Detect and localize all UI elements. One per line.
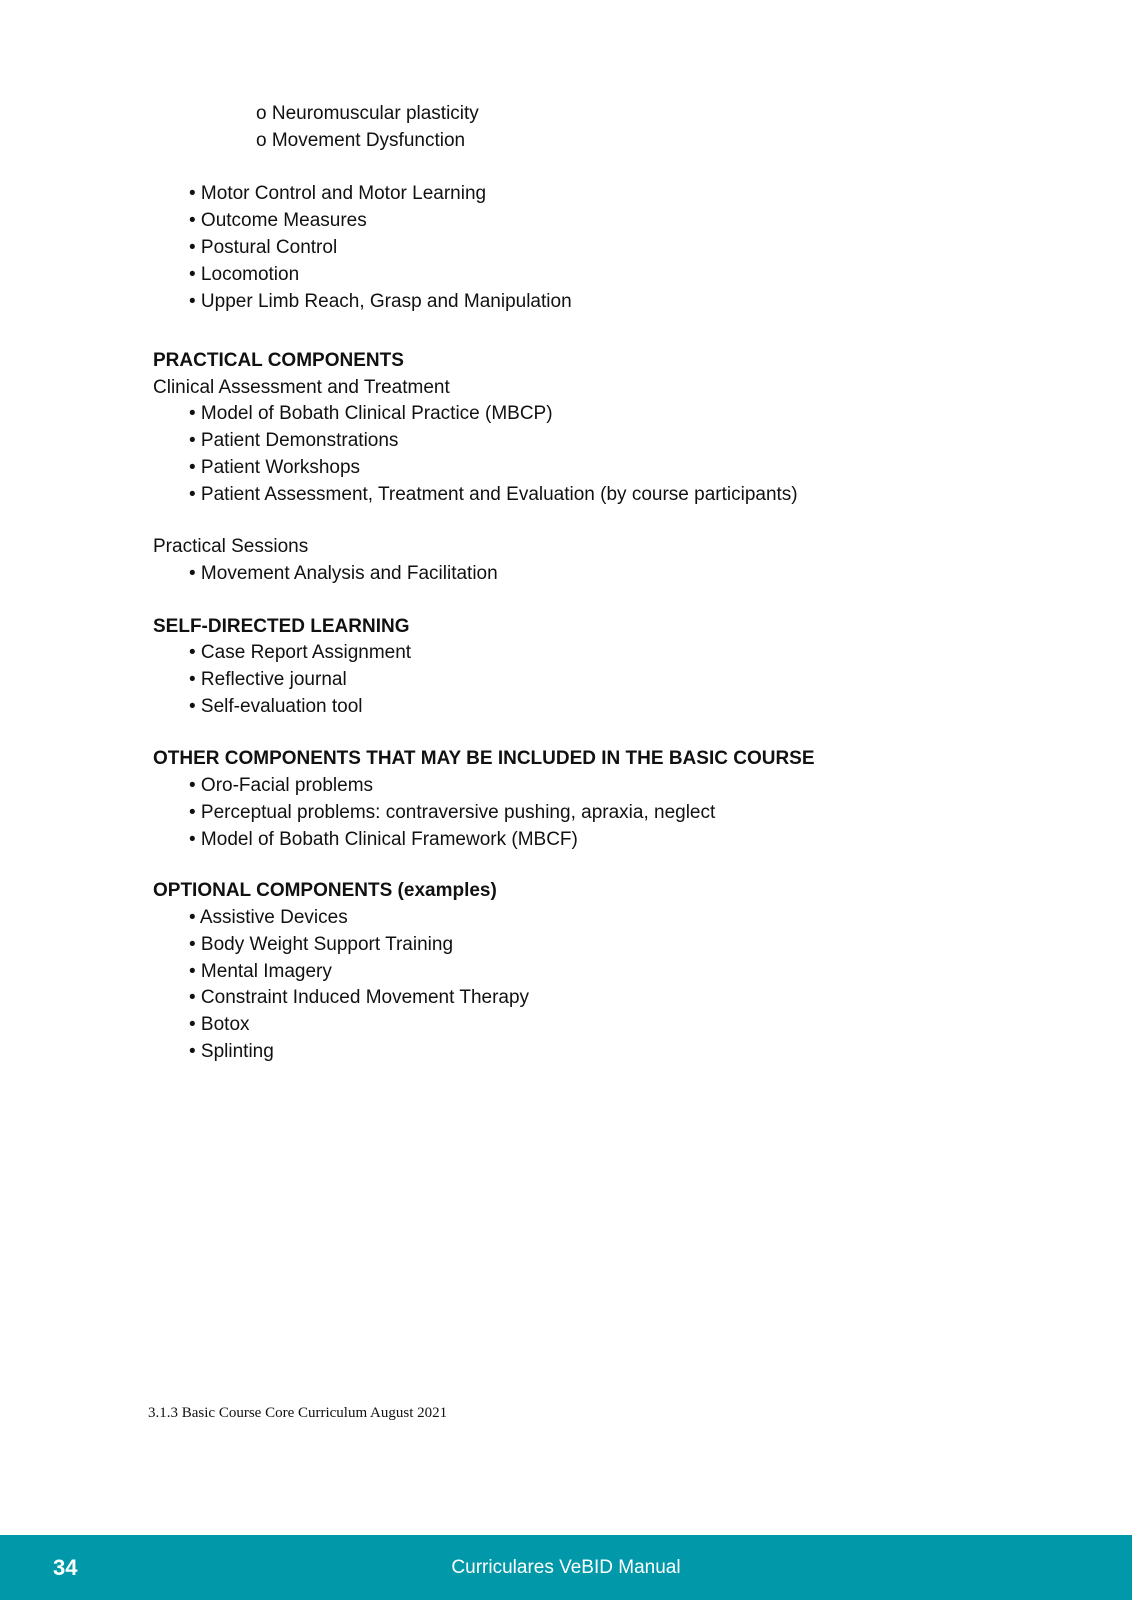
footer-bar — [0, 1535, 1132, 1600]
subsection-label-clinical: Clinical Assessment and Treatment — [153, 377, 450, 398]
list-item: • Case Report Assignment — [189, 642, 412, 663]
list-item: • Reflective journal — [189, 669, 347, 690]
list-item: • Splinting — [189, 1041, 274, 1062]
sub-list-item: o Movement Dysfunction — [256, 130, 466, 151]
list-item: • Model of Bobath Clinical Practice (MBCP) — [189, 403, 553, 424]
list-item: • Oro-Facial problems — [189, 775, 374, 796]
list-item: • Motor Control and Motor Learning — [189, 183, 487, 204]
list-item: • Self-evaluation tool — [189, 696, 363, 717]
list-item: • Mental Imagery — [189, 961, 332, 982]
list-item: • Patient Demonstrations — [189, 430, 399, 451]
sub-list-item: o Neuromuscular plasticity — [256, 103, 479, 124]
section-heading-optional: OPTIONAL COMPONENTS (examples) — [153, 880, 497, 901]
section-heading-self-directed: SELF-DIRECTED LEARNING — [153, 616, 410, 637]
list-item: • Postural Control — [189, 237, 338, 258]
section-heading-practical: PRACTICAL COMPONENTS — [153, 350, 404, 371]
list-item: • Body Weight Support Training — [189, 934, 454, 955]
section-heading-other: OTHER COMPONENTS THAT MAY BE INCLUDED IN THE BASIC COURSE — [153, 748, 815, 769]
list-item: • Locomotion — [189, 264, 300, 285]
list-item: • Patient Assessment, Treatment and Evaluation (by course participants) — [189, 484, 798, 505]
list-item: • Constraint Induced Movement Therapy — [189, 987, 530, 1008]
list-item: • Patient Workshops — [189, 457, 361, 478]
page-number: 34 — [53, 1555, 78, 1580]
list-item: • Botox — [189, 1014, 250, 1035]
list-item: • Movement Analysis and Facilitation — [189, 563, 498, 584]
manual-title: Curriculares VeBID Manual — [451, 1557, 681, 1578]
list-item: • Upper Limb Reach, Grasp and Manipulation — [189, 291, 572, 312]
list-item: • Outcome Measures — [189, 210, 367, 231]
list-item: • Model of Bobath Clinical Framework (MBCF) — [189, 829, 578, 850]
list-item: • Perceptual problems: contraversive pushing, apraxia, neglect — [189, 802, 716, 823]
subsection-label-sessions: Practical Sessions — [153, 536, 309, 557]
document-footnote: 3.1.3 Basic Course Core Curriculum August 2021 — [148, 1405, 448, 1421]
list-item: • Assistive Devices — [189, 907, 348, 928]
